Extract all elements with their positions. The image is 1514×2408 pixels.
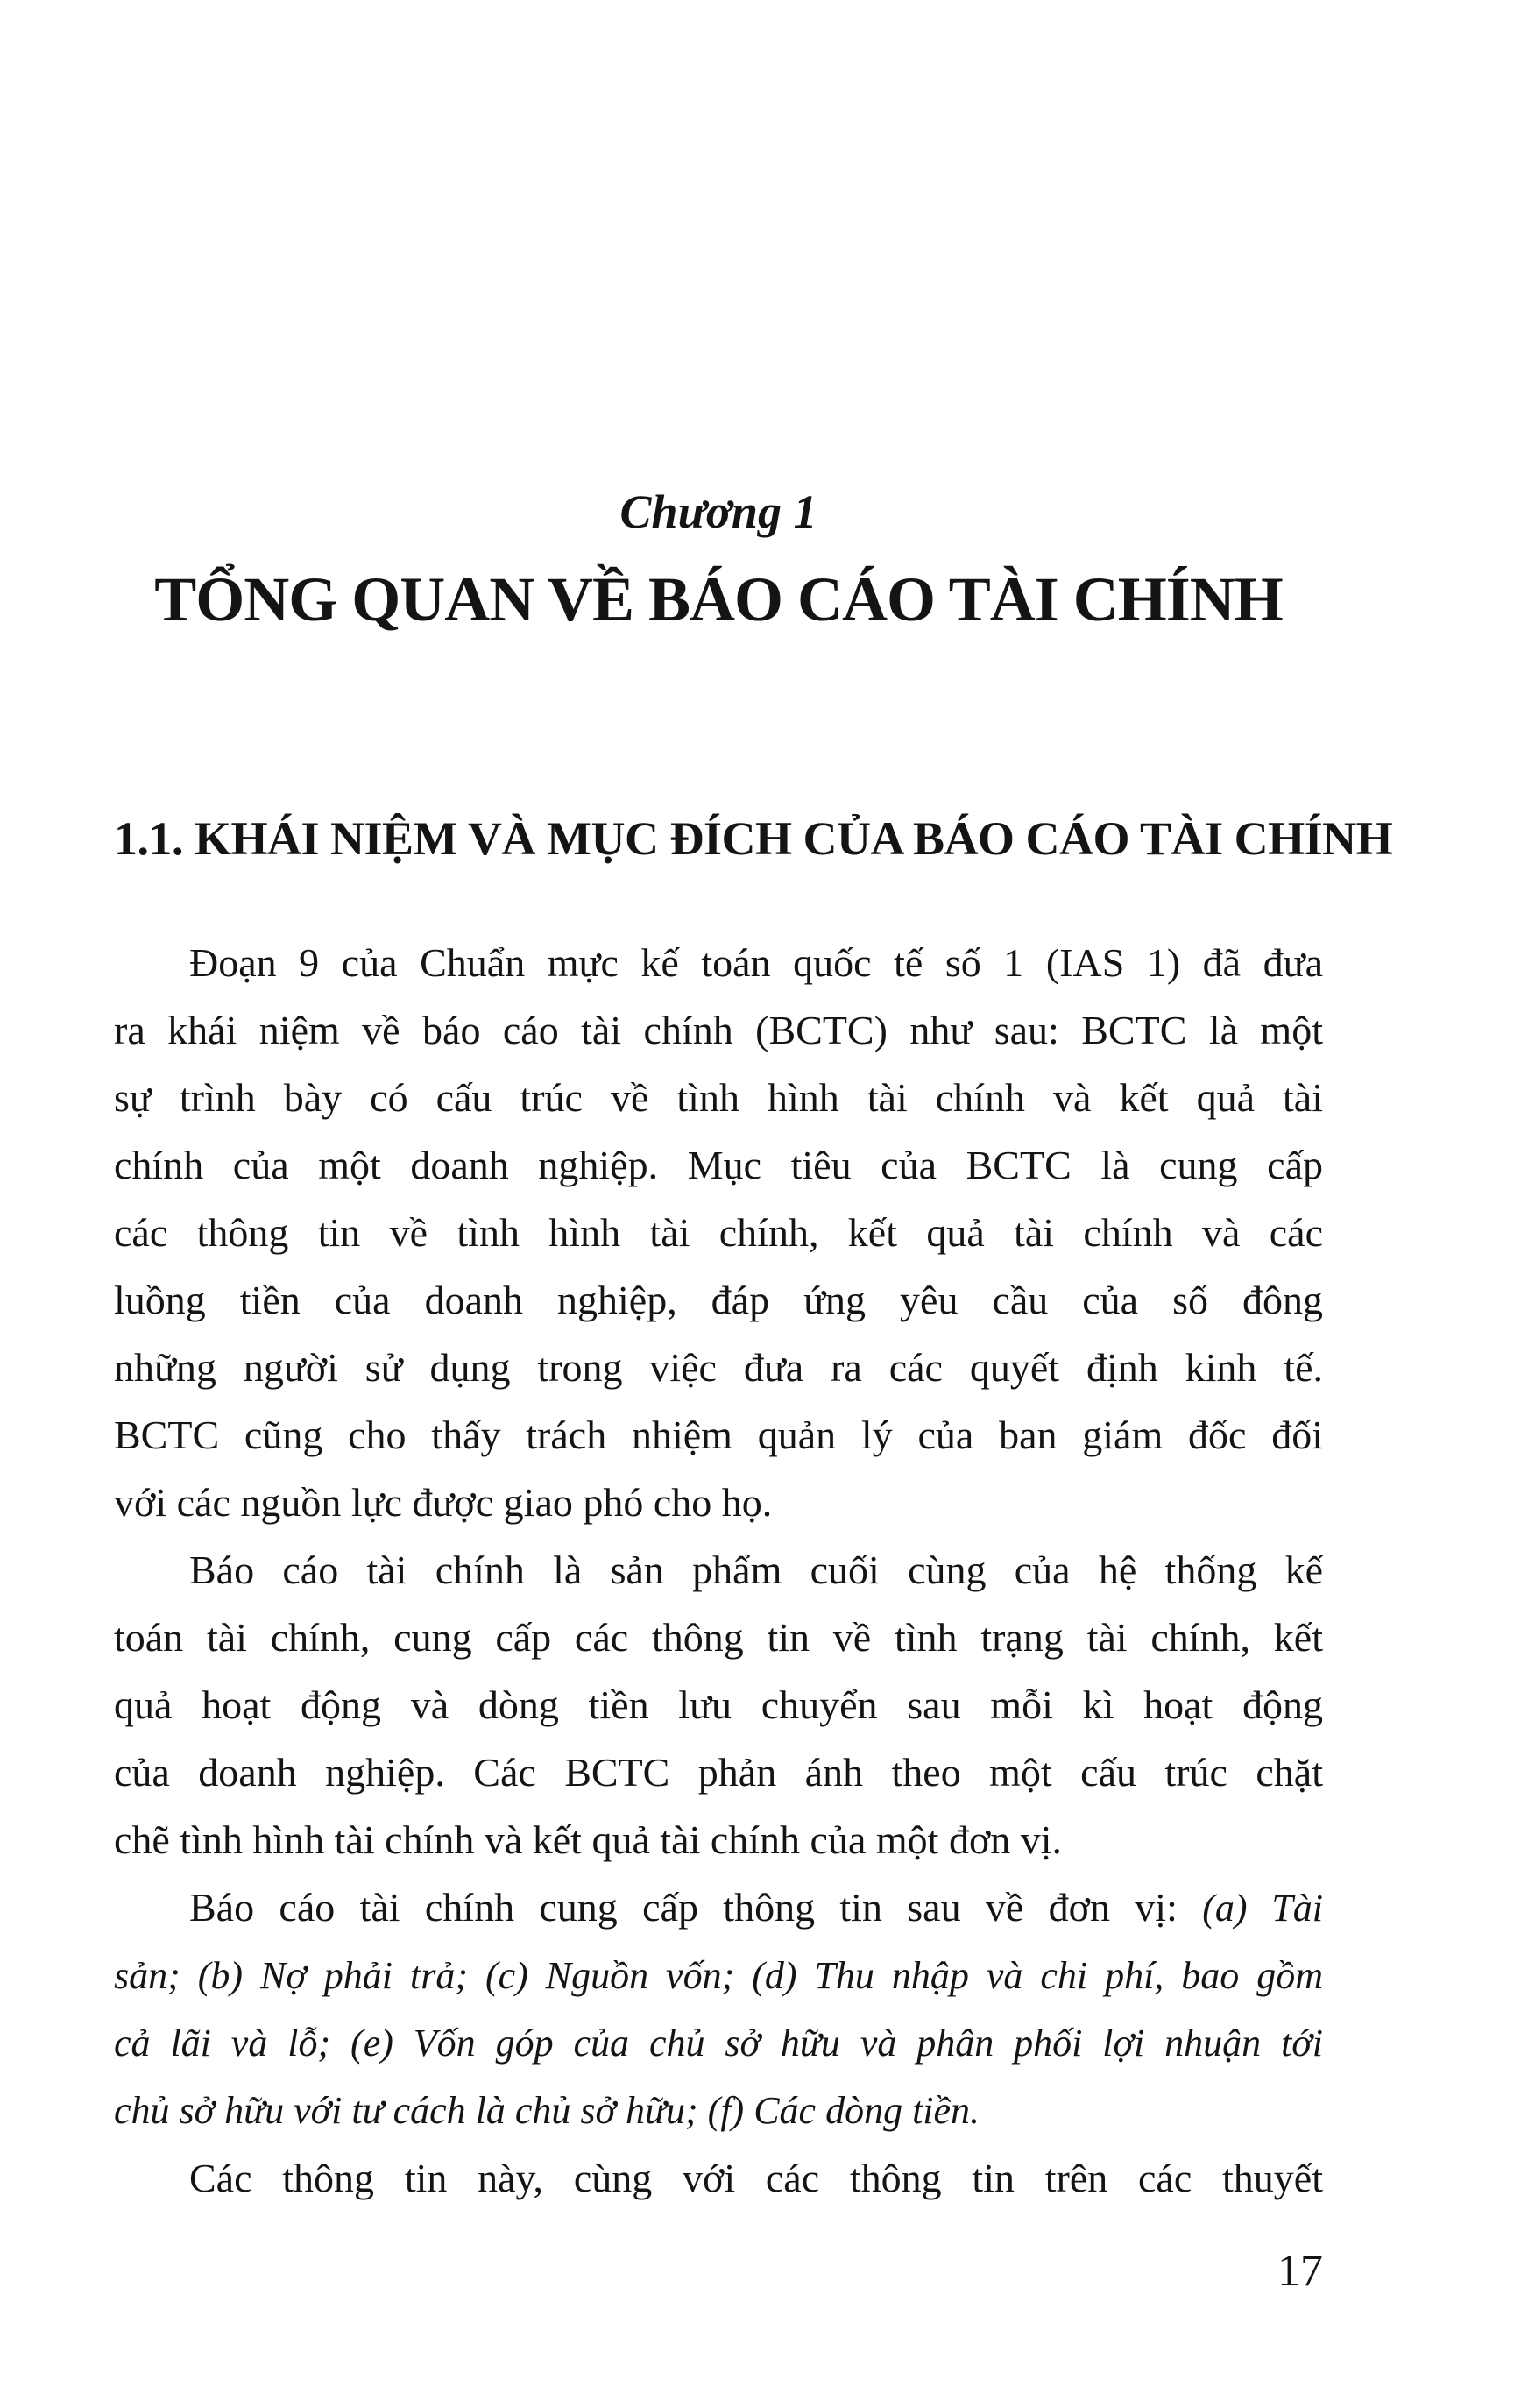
paragraph-3 bbox=[114, 1873, 1323, 2144]
text-line: chính của một doanh nghiệp. Mục tiêu của BCTC là cung cấp bbox=[114, 1143, 1323, 1188]
page-content bbox=[114, 0, 1393, 2212]
line-italic-part: (a) Tài bbox=[1202, 1887, 1324, 1930]
text-line: chẽ tình hình tài chính và kết quả tài chính của một đơn vị. bbox=[114, 1817, 1063, 1863]
body-text bbox=[114, 929, 1323, 2212]
text-line: của doanh nghiệp. Các BCTC phản ánh theo một cấu trúc chặt bbox=[114, 1750, 1323, 1795]
text-line: ra khái niệm về báo cáo tài chính (BCTC) như sau: BCTC là một bbox=[114, 1008, 1323, 1053]
text-line: những người sử dụng trong việc đưa ra các quyết định kinh tế. bbox=[114, 1345, 1323, 1391]
text-line: luồng tiền của doanh nghiệp, đáp ứng yêu cầu của số đông bbox=[114, 1278, 1323, 1323]
text-line: Báo cáo tài chính là sản phẩm cuối cùng của hệ thống kế bbox=[189, 1547, 1323, 1593]
text-line: sự trình bày có cấu trúc về tình hình tài chính và kết quả tài bbox=[114, 1075, 1323, 1121]
text-line: với các nguồn lực được giao phó cho họ. bbox=[114, 1480, 773, 1526]
text-line: Các thông tin này, cùng với các thông tin trên các thuyết bbox=[189, 2156, 1323, 2201]
page-number: 17 bbox=[1277, 2246, 1323, 2296]
text-line: quả hoạt động và dòng tiền lưu chuyển sau mỗi kì hoạt động bbox=[114, 1682, 1323, 1728]
paragraph-2 bbox=[114, 1536, 1323, 1873]
text-line: các thông tin về tình hình tài chính, kết quả tài chính và các bbox=[114, 1210, 1323, 1256]
text-line: Đoạn 9 của Chuẩn mực kế toán quốc tế số 1 (IAS 1) đã đưa bbox=[189, 940, 1323, 986]
text-line: chủ sở hữu với tư cách là chủ sở hữu; (f) Các dòng tiền. bbox=[114, 2089, 980, 2133]
paragraph-4 bbox=[114, 2144, 1323, 2212]
text-line bbox=[114, 1873, 1323, 1942]
paragraph-1 bbox=[114, 929, 1323, 1536]
line-normal-part: Báo cáo tài chính cung cấp thông tin sau về đơn vị: bbox=[189, 1885, 1178, 1930]
chapter-title: TỔNG QUAN VỀ BÁO CÁO TÀI CHÍNH bbox=[154, 564, 1283, 635]
chapter-label: Chương 1 bbox=[619, 485, 817, 538]
text-line: BCTC cũng cho thấy trách nhiệm quản lý của ban giám đốc đối bbox=[114, 1413, 1323, 1458]
text-line: sản; (b) Nợ phải trả; (c) Nguồn vốn; (d) Thu nhập và chi phí, bao gồm bbox=[114, 1954, 1323, 1998]
section-heading: 1.1. KHÁI NIỆM VÀ MỤC ĐÍCH CỦA BÁO CÁO TÀI CHÍNH bbox=[114, 812, 1393, 866]
text-line: cả lãi và lỗ; (e) Vốn góp của chủ sở hữu và phân phối lợi nhuận tới bbox=[114, 2022, 1323, 2065]
text-line: toán tài chính, cung cấp các thông tin về tình trạng tài chính, kết bbox=[114, 1615, 1323, 1661]
